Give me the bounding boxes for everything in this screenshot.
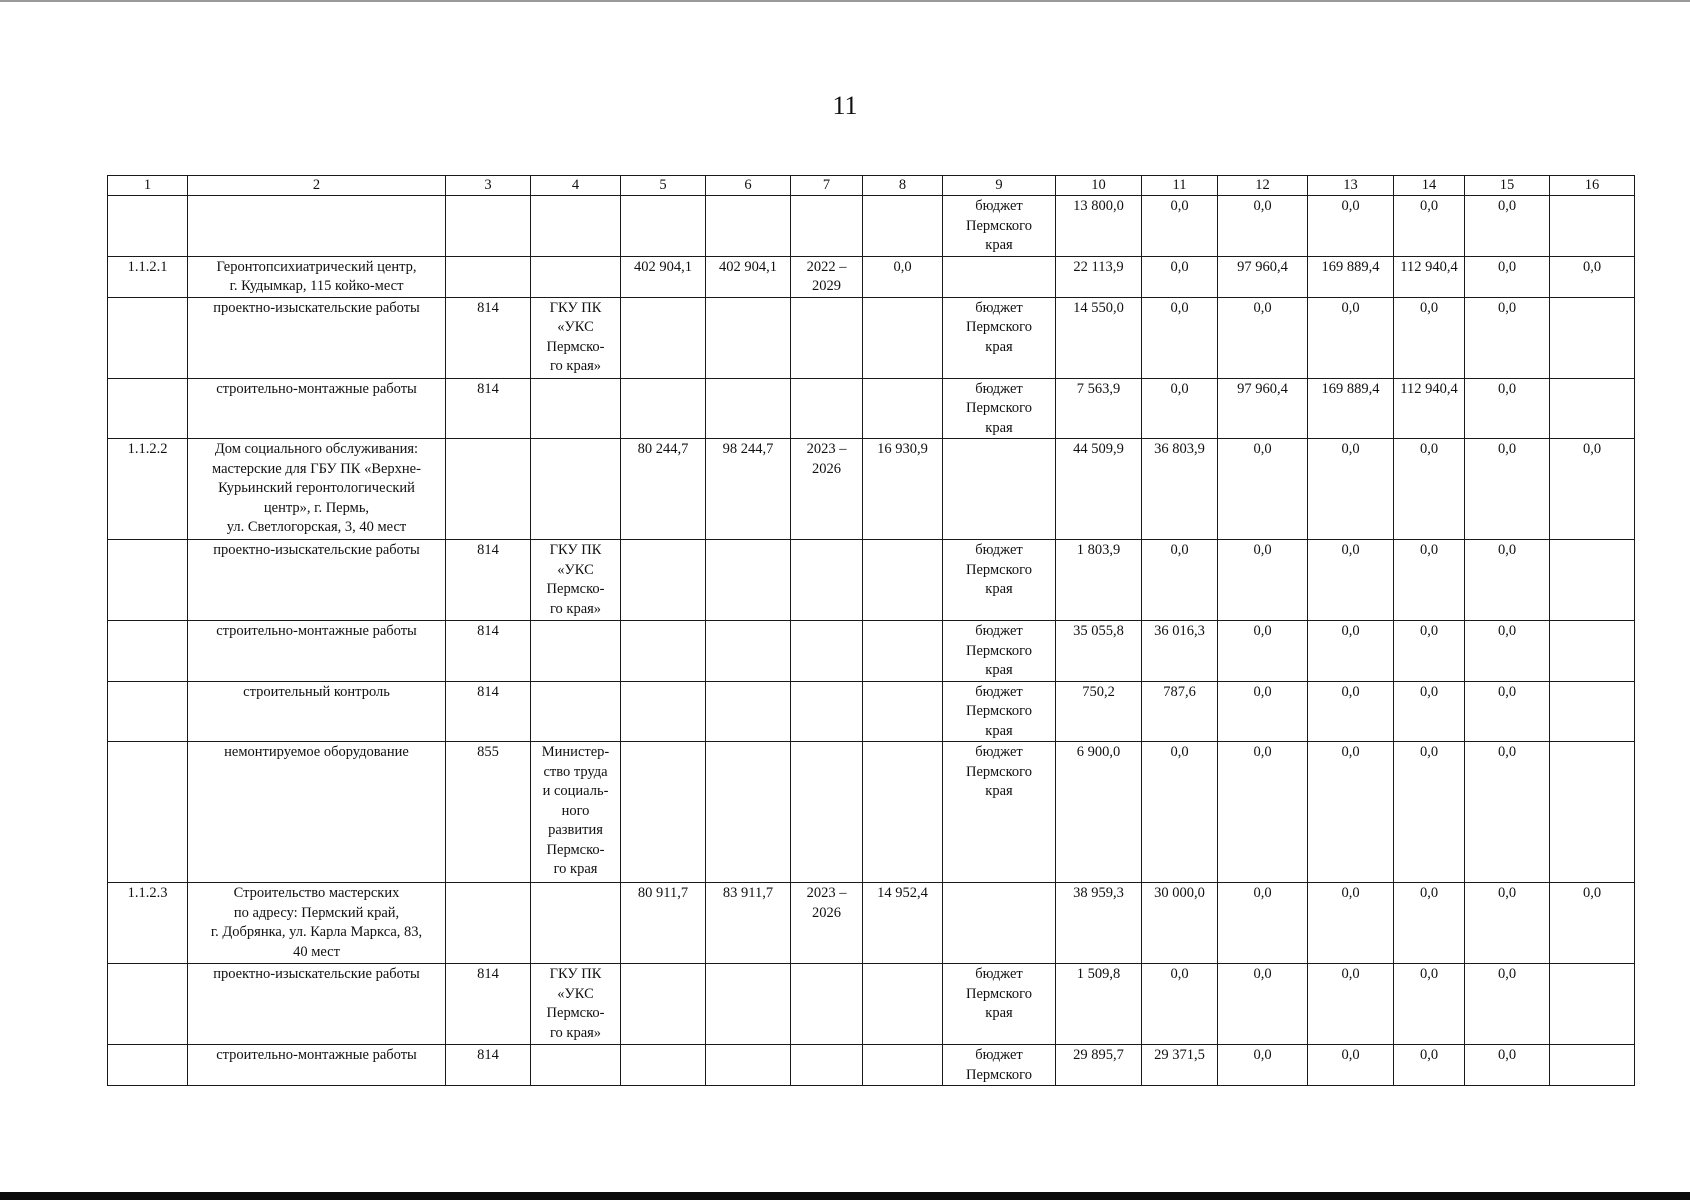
scan-bottom-edge	[0, 1192, 1690, 1200]
table-cell	[791, 964, 863, 1045]
column-header: 4	[531, 176, 621, 196]
budget-table	[107, 175, 1635, 1086]
table-cell: 0,0	[1465, 256, 1550, 297]
table-cell: 0,0	[1465, 297, 1550, 378]
table-cell	[791, 621, 863, 682]
table-cell: 0,0	[1218, 439, 1308, 540]
table-cell: бюджет Пермского края	[943, 378, 1056, 439]
table-cell	[531, 1045, 621, 1086]
table-cell: 0,0	[1550, 439, 1635, 540]
table-cell: 402 904,1	[706, 256, 791, 297]
table-cell: 0,0	[1550, 883, 1635, 964]
table-cell: 814	[446, 540, 531, 621]
table-cell: 0,0	[1394, 742, 1465, 883]
table-cell: 0,0	[1218, 1045, 1308, 1086]
column-header: 7	[791, 176, 863, 196]
table-cell	[446, 196, 531, 257]
table-cell: Геронтопсихиатрический центр, г. Кудымкар, 115 койко-мест	[188, 256, 446, 297]
table-cell: проектно-изыскательские работы	[188, 964, 446, 1045]
table-cell: 0,0	[1218, 883, 1308, 964]
table-cell: 0,0	[1465, 964, 1550, 1045]
table-cell	[108, 681, 188, 742]
table-cell	[621, 964, 706, 1045]
table-cell	[706, 621, 791, 682]
table-cell: 112 940,4	[1394, 256, 1465, 297]
table-cell: 1 803,9	[1056, 540, 1142, 621]
table-cell	[1550, 964, 1635, 1045]
table-cell: 1.1.2.2	[108, 439, 188, 540]
table-cell: 814	[446, 964, 531, 1045]
table-row	[108, 439, 1635, 540]
table-cell: 0,0	[1465, 540, 1550, 621]
table-cell: ГКУ ПК «УКС Пермско- го края»	[531, 540, 621, 621]
table-cell: 0,0	[1308, 297, 1394, 378]
table-cell: 7 563,9	[1056, 378, 1142, 439]
table-cell: 97 960,4	[1218, 256, 1308, 297]
table-cell: 0,0	[1308, 540, 1394, 621]
table-row	[108, 196, 1635, 257]
table-cell: 0,0	[1394, 621, 1465, 682]
table-cell	[706, 540, 791, 621]
table-cell	[706, 196, 791, 257]
table-cell	[531, 621, 621, 682]
page-number: 11	[832, 91, 858, 120]
table-row	[108, 681, 1635, 742]
table-cell: 750,2	[1056, 681, 1142, 742]
column-header: 9	[943, 176, 1056, 196]
table-cell	[863, 964, 943, 1045]
table-cell: 0,0	[1142, 742, 1218, 883]
table-row	[108, 540, 1635, 621]
table-cell: 29 895,7	[1056, 1045, 1142, 1086]
table-cell	[108, 1045, 188, 1086]
table-cell	[446, 256, 531, 297]
table-cell: 6 900,0	[1056, 742, 1142, 883]
table-cell: 35 055,8	[1056, 621, 1142, 682]
table-row	[108, 883, 1635, 964]
table-cell: 814	[446, 378, 531, 439]
table-cell: 0,0	[1308, 964, 1394, 1045]
table-cell: строительный контроль	[188, 681, 446, 742]
table-cell: бюджет Пермского края	[943, 964, 1056, 1045]
table-cell: ГКУ ПК «УКС Пермско- го края»	[531, 964, 621, 1045]
table-cell	[863, 540, 943, 621]
column-header: 6	[706, 176, 791, 196]
table-cell	[446, 439, 531, 540]
column-header: 14	[1394, 176, 1465, 196]
table-cell: Дом социального обслуживания: мастерские для ГБУ ПК «Верхне- Курьинский геронтологический центр», г. Пермь, ул. Светлогорская, 3, 40 мест	[188, 439, 446, 540]
table-cell: 2022 – 2029	[791, 256, 863, 297]
table-cell: 80 244,7	[621, 439, 706, 540]
table-cell: Министер- ство труда и социаль- ного развития Пермско- го края	[531, 742, 621, 883]
table-cell: бюджет Пермского края	[943, 297, 1056, 378]
table-cell	[706, 378, 791, 439]
table-cell: 36 803,9	[1142, 439, 1218, 540]
table-cell: строительно-монтажные работы	[188, 621, 446, 682]
table-cell	[621, 196, 706, 257]
table-cell: 0,0	[1394, 297, 1465, 378]
table-cell	[791, 681, 863, 742]
table-cell: 0,0	[1142, 540, 1218, 621]
table-cell: 0,0	[1394, 196, 1465, 257]
table-cell	[863, 742, 943, 883]
table-cell: 13 800,0	[1056, 196, 1142, 257]
table-cell: 98 244,7	[706, 439, 791, 540]
table-cell: 22 113,9	[1056, 256, 1142, 297]
table-cell: строительно-монтажные работы	[188, 1045, 446, 1086]
table-cell: 112 940,4	[1394, 378, 1465, 439]
table-cell: 0,0	[1218, 621, 1308, 682]
table-cell	[1550, 378, 1635, 439]
table-row	[108, 256, 1635, 297]
table-cell: бюджет Пермского края	[943, 621, 1056, 682]
table-cell: 30 000,0	[1142, 883, 1218, 964]
table-cell: 1.1.2.1	[108, 256, 188, 297]
table-row	[108, 964, 1635, 1045]
table-cell: 0,0	[1465, 439, 1550, 540]
column-header: 5	[621, 176, 706, 196]
table-cell: проектно-изыскательские работы	[188, 297, 446, 378]
table-cell: 0,0	[1308, 196, 1394, 257]
table-cell: 0,0	[1142, 297, 1218, 378]
table-cell: 0,0	[1218, 297, 1308, 378]
table-cell: 814	[446, 297, 531, 378]
table-cell	[863, 378, 943, 439]
table-cell: 0,0	[1394, 681, 1465, 742]
table-cell	[108, 742, 188, 883]
table-cell	[621, 378, 706, 439]
table-cell: 0,0	[1308, 883, 1394, 964]
table-cell: 0,0	[1394, 540, 1465, 621]
column-header: 2	[188, 176, 446, 196]
table-cell: 0,0	[1218, 964, 1308, 1045]
table-cell: бюджет Пермского края	[943, 742, 1056, 883]
table-cell: 814	[446, 1045, 531, 1086]
table-cell: 0,0	[1465, 681, 1550, 742]
table-cell: 0,0	[1394, 883, 1465, 964]
table-cell: 402 904,1	[621, 256, 706, 297]
table-cell: 0,0	[1218, 196, 1308, 257]
table-cell: бюджет Пермского края	[943, 540, 1056, 621]
table-row	[108, 621, 1635, 682]
table-cell: 0,0	[1308, 1045, 1394, 1086]
table-cell: 0,0	[1394, 439, 1465, 540]
table-cell: 16 930,9	[863, 439, 943, 540]
table-cell: 83 911,7	[706, 883, 791, 964]
table-cell: 787,6	[1142, 681, 1218, 742]
table-cell: 0,0	[1465, 621, 1550, 682]
column-header: 8	[863, 176, 943, 196]
table-row	[108, 378, 1635, 439]
table-cell: 1 509,8	[1056, 964, 1142, 1045]
table-cell: 0,0	[1465, 742, 1550, 883]
table-cell: строительно-монтажные работы	[188, 378, 446, 439]
table-cell	[791, 1045, 863, 1086]
table-cell: 169 889,4	[1308, 378, 1394, 439]
table-cell	[943, 439, 1056, 540]
table-cell: 0,0	[1465, 1045, 1550, 1086]
table-cell: Строительство мастерских по адресу: Пермский край, г. Добрянка, ул. Карла Маркса, 83, 40 мест	[188, 883, 446, 964]
table-cell	[446, 883, 531, 964]
table-row	[108, 297, 1635, 378]
table-cell: 0,0	[1394, 1045, 1465, 1086]
table-cell: 855	[446, 742, 531, 883]
table-cell	[531, 378, 621, 439]
column-header: 1	[108, 176, 188, 196]
table-cell	[1550, 196, 1635, 257]
table-cell: 0,0	[1308, 742, 1394, 883]
table-cell	[108, 540, 188, 621]
table-cell	[1550, 742, 1635, 883]
table-cell: 80 911,7	[621, 883, 706, 964]
column-header: 16	[1550, 176, 1635, 196]
table-cell	[706, 297, 791, 378]
table-cell	[943, 883, 1056, 964]
column-header: 15	[1465, 176, 1550, 196]
table-cell: 0,0	[1142, 964, 1218, 1045]
table-cell: бюджет Пермского края	[943, 196, 1056, 257]
table-cell: 36 016,3	[1142, 621, 1218, 682]
table-cell: 38 959,3	[1056, 883, 1142, 964]
table-cell: 0,0	[1394, 964, 1465, 1045]
table-row	[108, 742, 1635, 883]
table-cell: 0,0	[1465, 883, 1550, 964]
table-cell: проектно-изыскательские работы	[188, 540, 446, 621]
table-cell	[1550, 681, 1635, 742]
table-cell	[108, 378, 188, 439]
table-cell	[863, 1045, 943, 1086]
table-cell: 0,0	[1465, 196, 1550, 257]
table-cell: 0,0	[1308, 439, 1394, 540]
table-cell	[706, 1045, 791, 1086]
scan-top-edge	[0, 0, 1690, 2]
table-cell	[863, 196, 943, 257]
table-cell	[1550, 540, 1635, 621]
table-cell	[531, 196, 621, 257]
table-cell: 814	[446, 621, 531, 682]
table-cell	[791, 297, 863, 378]
table-cell: 169 889,4	[1308, 256, 1394, 297]
table-cell	[188, 196, 446, 257]
table-cell	[1550, 1045, 1635, 1086]
column-header: 12	[1218, 176, 1308, 196]
table-cell: ГКУ ПК «УКС Пермско- го края»	[531, 297, 621, 378]
table-cell: 14 952,4	[863, 883, 943, 964]
table-cell: 0,0	[1308, 681, 1394, 742]
table-cell	[621, 621, 706, 682]
table-cell	[621, 297, 706, 378]
table-cell	[531, 439, 621, 540]
table-cell	[791, 540, 863, 621]
table-cell	[706, 964, 791, 1045]
table-cell: бюджет Пермского края	[943, 681, 1056, 742]
table-cell	[863, 681, 943, 742]
table-header-row	[108, 176, 1635, 196]
table-cell	[531, 883, 621, 964]
table-cell	[108, 964, 188, 1045]
table-cell	[108, 621, 188, 682]
table-cell	[621, 1045, 706, 1086]
table-cell: 29 371,5	[1142, 1045, 1218, 1086]
table-cell	[863, 297, 943, 378]
column-header: 3	[446, 176, 531, 196]
table-cell	[706, 681, 791, 742]
table-cell: 0,0	[1465, 378, 1550, 439]
table-cell	[791, 742, 863, 883]
table-cell: 0,0	[1218, 540, 1308, 621]
table-cell: 97 960,4	[1218, 378, 1308, 439]
table-cell	[621, 681, 706, 742]
table-cell: 14 550,0	[1056, 297, 1142, 378]
table-row	[108, 1045, 1635, 1086]
table-cell: бюджет Пермского	[943, 1045, 1056, 1086]
table-cell: 814	[446, 681, 531, 742]
table-cell	[1550, 621, 1635, 682]
column-header: 10	[1056, 176, 1142, 196]
table-cell: 1.1.2.3	[108, 883, 188, 964]
table-cell: 2023 – 2026	[791, 883, 863, 964]
table-cell	[706, 742, 791, 883]
table-cell	[621, 742, 706, 883]
table-cell	[943, 256, 1056, 297]
column-header: 11	[1142, 176, 1218, 196]
table-cell	[108, 196, 188, 257]
table-cell: 0,0	[863, 256, 943, 297]
column-header: 13	[1308, 176, 1394, 196]
table-cell: 2023 – 2026	[791, 439, 863, 540]
table-cell: 0,0	[1308, 621, 1394, 682]
table-cell	[531, 681, 621, 742]
table-cell	[791, 378, 863, 439]
table-cell	[791, 196, 863, 257]
table-cell	[108, 297, 188, 378]
table-cell: 0,0	[1142, 196, 1218, 257]
table-cell: 0,0	[1218, 681, 1308, 742]
table-cell: 0,0	[1218, 742, 1308, 883]
table-cell	[621, 540, 706, 621]
table-cell: немонтируемое оборудование	[188, 742, 446, 883]
table-cell	[863, 621, 943, 682]
table-cell: 44 509,9	[1056, 439, 1142, 540]
table-cell: 0,0	[1550, 256, 1635, 297]
table-cell: 0,0	[1142, 378, 1218, 439]
table-cell	[531, 256, 621, 297]
table-cell: 0,0	[1142, 256, 1218, 297]
table-cell	[1550, 297, 1635, 378]
